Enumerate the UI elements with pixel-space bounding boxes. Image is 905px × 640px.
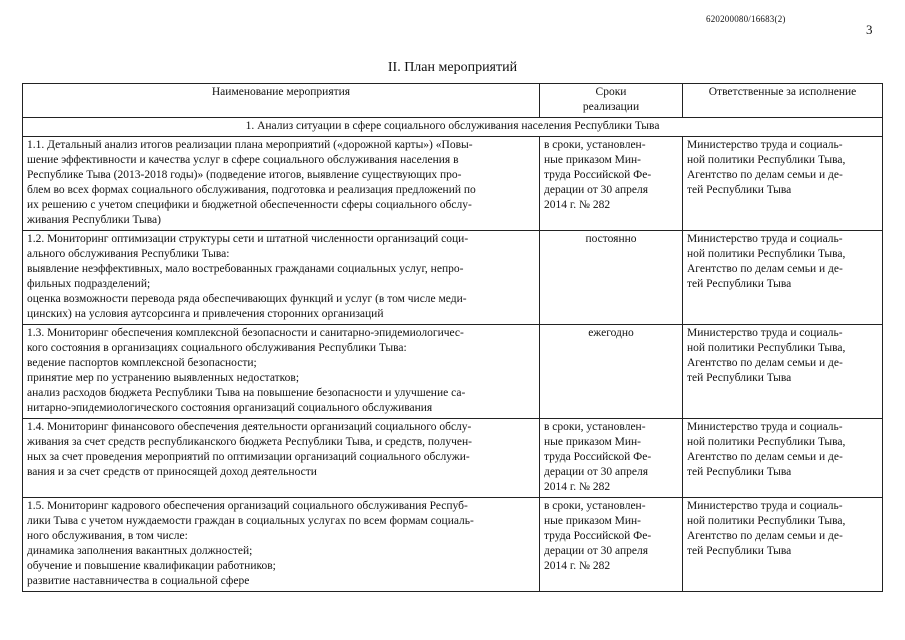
responsible-cell-line: тей Республики Тыва xyxy=(687,372,792,384)
responsible-cell-line: тей Республики Тыва xyxy=(687,184,792,196)
terms-cell xyxy=(540,137,683,231)
document-number: 620200080/16683(2) xyxy=(706,14,786,24)
responsible-cell-line: Агентство по делам семьи и де- xyxy=(687,451,843,463)
terms-cell-line: ные приказом Мин- xyxy=(544,436,641,448)
table-row xyxy=(23,325,883,419)
activity-cell-line: анализ расходов бюджета Республики Тыва на повышение безопасности и улучшение са- xyxy=(27,387,466,399)
activity-cell-line: оценка возможности перевода ряда обеспечивающих функций и услуг (в том числе меди- xyxy=(27,293,467,305)
activity-cell xyxy=(23,137,540,231)
activity-cell-line: ных за счет проведения мероприятий по оптимизации организаций социального обслужи- xyxy=(27,451,470,463)
terms-cell xyxy=(540,325,683,419)
terms-cell-line: ные приказом Мин- xyxy=(544,515,641,527)
activity-cell-line: ведение паспортов комплексной безопасности; xyxy=(27,357,257,369)
activity-cell-line: развитие наставничества в социальной сфере xyxy=(27,575,250,587)
responsible-cell-line: Агентство по делам семьи и де- xyxy=(687,357,843,369)
terms-cell-line: ежегодно xyxy=(588,327,634,339)
responsible-cell-line: Агентство по делам семьи и де- xyxy=(687,169,843,181)
responsible-cell-line: тей Республики Тыва xyxy=(687,466,792,478)
subsection-title: 1. Анализ ситуации в сфере социального обслуживания населения Республики Тыва xyxy=(23,118,883,137)
terms-cell-line: труда Российской Фе- xyxy=(544,169,652,181)
terms-cell-line: дерации от 30 апреля xyxy=(544,184,649,196)
responsible-cell-line: ной политики Республики Тыва, xyxy=(687,248,846,260)
table-row xyxy=(23,231,883,325)
column-header-terms-line: Сроки xyxy=(595,86,627,98)
terms-cell-line: дерации от 30 апреля xyxy=(544,545,649,557)
responsible-cell-line: Агентство по делам семьи и де- xyxy=(687,263,843,275)
responsible-cell xyxy=(683,325,883,419)
responsible-cell-line: тей Республики Тыва xyxy=(687,545,792,557)
responsible-cell-line: Министерство труда и социаль- xyxy=(687,139,843,151)
activity-cell-line: фильных подразделений; xyxy=(27,278,151,290)
activity-cell-line: динамика заполнения вакантных должностей; xyxy=(27,545,253,557)
table-header-row xyxy=(23,84,883,118)
column-header-terms xyxy=(540,84,683,118)
terms-cell xyxy=(540,419,683,498)
column-header-terms-line: реализации xyxy=(582,101,640,113)
table-row xyxy=(23,498,883,592)
activity-cell xyxy=(23,325,540,419)
activity-cell-line: Республике Тыва (2013-2018 годы)» (подведение итогов, выявление существующих про- xyxy=(27,169,462,181)
responsible-cell-line: ной политики Республики Тыва, xyxy=(687,154,846,166)
terms-cell xyxy=(540,498,683,592)
column-header-responsible: Ответственные за исполнение xyxy=(683,84,883,118)
subsection-row xyxy=(23,118,883,137)
activity-cell-line: вания и за счет средств от приносящей доход деятельности xyxy=(27,466,317,478)
terms-cell-line: труда Российской Фе- xyxy=(544,451,652,463)
activity-cell-line: выявление неэффективных, мало востребованных гражданами социальных услуг, непро- xyxy=(27,263,464,275)
responsible-cell-line: Министерство труда и социаль- xyxy=(687,233,843,245)
terms-cell-line: в сроки, установлен- xyxy=(544,139,646,151)
terms-cell-line: дерации от 30 апреля xyxy=(544,466,649,478)
activity-cell-line: живания за счет средств республиканского бюджета Республики Тыва, и средств, получен- xyxy=(27,436,473,448)
activity-cell-line: 1.4. Мониторинг финансового обеспечения деятельности организаций социального обслу- xyxy=(27,421,472,433)
activity-cell-line: шение эффективности и качества услуг в сфере социального обслуживания населения в xyxy=(27,154,459,166)
activity-cell-line: 1.2. Мониторинг оптимизации структуры сети и штатной численности организаций соци- xyxy=(27,233,469,245)
page-number: 3 xyxy=(866,22,873,37)
activity-cell-line: кого состояния в организациях социального обслуживания Республики Тыва: xyxy=(27,342,407,354)
responsible-cell xyxy=(683,419,883,498)
responsible-cell-line: тей Республики Тыва xyxy=(687,278,792,290)
terms-cell-line: 2014 г. № 282 xyxy=(544,481,611,493)
plan-table xyxy=(22,83,883,592)
activity-cell-line: 1.5. Мониторинг кадрового обеспечения организаций социального обслуживания Респуб- xyxy=(27,500,468,512)
table-row xyxy=(23,419,883,498)
terms-cell-line: постоянно xyxy=(585,233,637,245)
activity-cell-line: обучение и повышение квалификации работников; xyxy=(27,560,276,572)
responsible-cell xyxy=(683,137,883,231)
activity-cell-line: ального обслуживания Республики Тыва: xyxy=(27,248,230,260)
activity-cell xyxy=(23,231,540,325)
activity-cell xyxy=(23,419,540,498)
activity-cell-line: 1.3. Мониторинг обеспечения комплексной безопасности и санитарно-эпидемиологичес- xyxy=(27,327,464,339)
responsible-cell-line: ной политики Республики Тыва, xyxy=(687,515,846,527)
terms-cell-line: труда Российской Фе- xyxy=(544,530,652,542)
responsible-cell-line: ной политики Республики Тыва, xyxy=(687,436,846,448)
activity-cell-line: живания Республики Тыва) xyxy=(27,214,161,226)
activity-cell-line: их решению с учетом специфики и бюджетной обеспеченности сферы социального обслу- xyxy=(27,199,472,211)
activity-cell-line: лики Тыва с учетом нуждаемости граждан в социальных услугах по всем формам социаль- xyxy=(27,515,474,527)
activity-cell-line: ного обслуживания, в том числе: xyxy=(27,530,188,542)
responsible-cell-line: Агентство по делам семьи и де- xyxy=(687,530,843,542)
responsible-cell-line: ной политики Республики Тыва, xyxy=(687,342,846,354)
activity-cell xyxy=(23,498,540,592)
activity-cell-line: 1.1. Детальный анализ итогов реализации плана мероприятий («дорожной карты») «Повы- xyxy=(27,139,473,151)
terms-cell-line: 2014 г. № 282 xyxy=(544,199,611,211)
responsible-cell-line: Министерство труда и социаль- xyxy=(687,421,843,433)
terms-cell-line: ные приказом Мин- xyxy=(544,154,641,166)
activity-cell-line: принятие мер по устранению выявленных недостатков; xyxy=(27,372,300,384)
terms-cell-line: в сроки, установлен- xyxy=(544,421,646,433)
terms-cell-line: 2014 г. № 282 xyxy=(544,560,611,572)
activity-cell-line: цинских) на условия аутсорсинга и привлечения сторонних организаций xyxy=(27,308,384,320)
activity-cell-line: блем во всех формах социального обслуживания, подготовка и реализация предложений по xyxy=(27,184,476,196)
responsible-cell xyxy=(683,231,883,325)
column-header-name: Наименование мероприятия xyxy=(23,84,540,118)
terms-cell-line: в сроки, установлен- xyxy=(544,500,646,512)
terms-cell xyxy=(540,231,683,325)
section-title: II. План мероприятий xyxy=(387,60,518,75)
responsible-cell xyxy=(683,498,883,592)
responsible-cell-line: Министерство труда и социаль- xyxy=(687,327,843,339)
activity-cell-line: нитарно-эпидемиологического состояния организаций социального обслуживания xyxy=(27,402,433,414)
table-row xyxy=(23,137,883,231)
responsible-cell-line: Министерство труда и социаль- xyxy=(687,500,843,512)
